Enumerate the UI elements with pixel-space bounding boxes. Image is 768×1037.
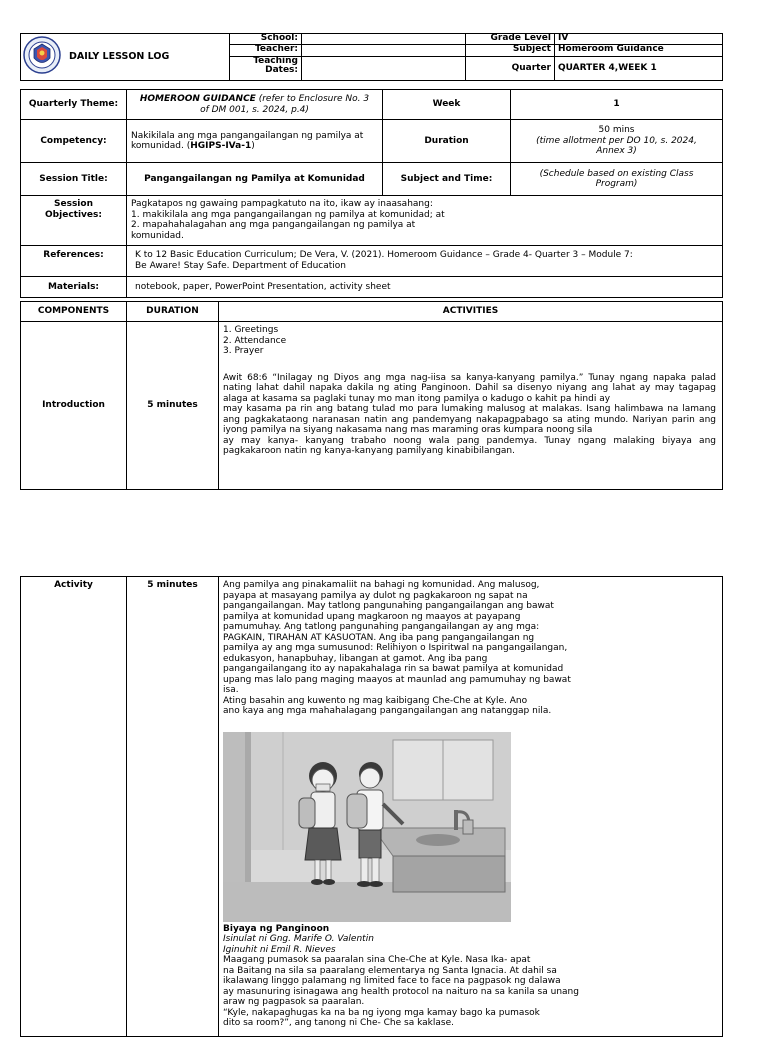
theme-value [127,90,383,120]
quarter-label: Quarter [466,56,555,80]
objectives-label-2: Objectives: [45,209,102,220]
story-line: araw ng pagpasok sa paaralan. [223,997,365,1007]
intro-duration: 5 minutes [127,322,219,490]
objective-line: Pagkatapos ng gawaing pampagkatuto na ito, ikaw ay inaasahang: [131,199,433,209]
school-label: School: [230,34,302,45]
references-label: References: [21,246,127,277]
activity-line: ano kaya ang mga mahahalagang pangangailangan ang natanggap nila. [223,706,552,716]
activity-line: pangangailangang ito ay napakahalaga rin sa bawat pamilya at komunidad [223,664,564,674]
intro-line: alaga at kasama sa paglaki tunay mo man itong pamilya o kadugo o kahit pa hindi ay [223,393,611,404]
competency-label: Competency: [21,120,127,163]
intro-line: nating lahat dahil napaka dakila ng ating Panginoon. Dahil sa disenyo niyang ang lahat ay may tagapag [223,383,716,393]
activity-line: pamumuhay. Ang tatlong pangunahing pangangailangan ay ang mga: [223,622,540,632]
references-value [127,246,723,277]
activity-line: isa. [223,685,239,695]
col-components: COMPONENTS [21,302,127,322]
subject-label: Subject [466,45,555,56]
activity-label: Activity [21,577,127,1037]
intro-line: pagkakaroon natin ng kanya-kanyang pamilyang kinabibilangan. [223,446,515,456]
session-value: Pangangailangan ng Pamilya at Komunidad [127,163,383,196]
dates-value [302,56,466,80]
competency-text: Nakikilala ang mga pangangailangan ng pamilya at komunidad. ( [131,130,364,151]
activity-content [219,577,723,1037]
quarter-value: QUARTER 4,WEEK 1 [555,56,723,80]
subject-time-value [511,163,723,196]
deped-seal-icon [23,36,61,74]
col-duration: DURATION [127,302,219,322]
competency-value [127,120,383,163]
intro-line: may kasama pa rin ang batang tulad mo para lumaking malusog at malakas. Isang halimbawa na lamang [223,404,716,414]
activity-paragraph [223,580,718,717]
activity-line: pamilya at komunidad upang magkaroon ng maayos at payapang [223,611,521,622]
intro-activities [219,322,723,490]
activity-duration: 5 minutes [127,577,219,1037]
activity-line: Ating basahin ang kuwento ng mag kaibigang Che-Che at Kyle. Ano [223,695,528,706]
intro-line: Awit 68:6 “Inilagay ng Diyos ang mga nag-iisa sa kanya-kanyang pamilya.” Tunay ngang napaka palad [223,372,716,383]
objective-line: 2. mapahahalagahan ang mga pangangailangan ng pamilya at [131,220,416,230]
theme-ref-1: (refer to Enclosure No. 3 [255,94,370,104]
story-line: dito sa room?”, ang tanong ni Che- Che sa kaklase. [223,1018,454,1028]
story-line: ikalawang linggo palamang ng limited face to face na pagpasok ng dalawa [223,976,561,986]
duration-note-2: Annex 3) [596,146,637,157]
story-line: Maagang pumasok sa paaralan sina Che-Che at Kyle. Nasa Ika- apat [223,955,531,965]
objective-line: 1. makikilala ang mga pangangailangan ng pamilya at komunidad; at [131,209,445,220]
week-label: Week [383,90,511,120]
intro-line: iyong pamilya na siyang nakasama nang mas maraming oras kumpara noong sila [223,425,593,435]
teacher-value [302,45,466,56]
grade-label: Grade Level [466,34,555,45]
header-table [20,33,723,81]
subject-value: Homeroom Guidance [555,45,723,56]
theme-bold: HOMEROON GUIDANCE [139,94,256,104]
intro-list-item: 3. Prayer [223,346,264,356]
materials-value: notebook, paper, PowerPoint Presentation, activity sheet [127,277,723,298]
intro-line: ay may kanya- kanyang trabaho noong wala pang pandemya. Tunay ngang malaking biyaya ang [223,435,716,446]
deped-seal-cell [21,34,66,81]
duration-mins: 50 mins [598,125,635,136]
dates-label-line-1: Teaching [253,55,298,66]
story-author: Isinulat ni Gng. Marife O. Valentin [223,934,374,944]
duration-note-1: (time allotment per DO 10, s. 2024, [536,135,697,146]
materials-label: Materials: [21,277,127,298]
theme-label: Quarterly Theme: [21,90,127,120]
story-illustration [223,732,511,922]
story-line: “Kyle, nakapaghugas ka na ba ng iyong mga kamay bago ka pumasok [223,1007,540,1018]
duration-label: Duration [383,120,511,163]
story-line: na Baitang na sila sa paaralang elementarya ng Santa Ignacia. At dahil sa [223,965,557,976]
story-illustrator: Iginuhit ni Emil R. Nieves [223,944,336,955]
activity-table [20,576,723,1037]
school-value [302,34,466,45]
story-line: ay masunuring isinagawa ang health protocol na naituro na sa kanila sa unang [223,986,579,997]
activity-line: upang mas lalo pang maging maayos at maunlad ang pamumuhay ng bawat [223,674,571,685]
intro-list-item: 1. Greetings [223,325,279,335]
competency-code: HGIPS-IVa-1 [190,141,252,151]
theme-ref-2: of DM 001, s. 2024, p.4) [200,104,309,115]
activity-line: PAGKAIN, TIRAHAN AT KASUOTAN. Ang iba pang pangangailangan ng [223,632,535,643]
subject-time-value-2: Program) [595,179,638,189]
objective-line: komunidad. [131,230,184,241]
activity-line: pangangailangan. May tatlong pangunahing pangangailangan ang bawat [223,601,554,611]
intro-list-item: 2. Attendance [223,335,287,346]
subject-time-value-1: (Schedule based on existing Class [539,168,694,179]
lesson-info-table [20,89,723,298]
components-table [20,301,723,490]
col-activities: ACTIVITIES [219,302,723,322]
competency-close: ) [251,141,255,151]
grade-value: IV [555,34,723,45]
activity-line: Ang pamilya ang pinakamaliit na bahagi ng komunidad. Ang malusog, [223,580,540,590]
activity-line: edukasyon, hanapbuhay, libangan at gamot. Ang iba pang [223,653,488,664]
activity-line: pamilya ay ang mga sumusunod: Relihiyon o Ispiritwal na pangangailangan, [223,643,568,653]
story-title: Biyaya ng Panginoon [223,923,330,934]
objectives-label-1: Session [54,199,93,209]
reference-line: Be Aware! Stay Safe. Department of Education [135,260,347,271]
objectives-value [127,196,723,246]
log-title: DAILY LESSON LOG [65,34,230,81]
duration-value [511,120,723,163]
subject-time-label: Subject and Time: [383,163,511,196]
teacher-label: Teacher: [230,45,302,56]
intro-paragraph [223,373,716,457]
intro-line: ang pagkakataong naranasan natin ang pandemyang nakapagpabago sa ating mundo. Nariyan parin ang [223,414,716,425]
activity-line: payapa at masayang pamilya ay dulot ng pagkakaroon ng sapat na [223,590,528,601]
objectives-label [21,196,127,246]
reference-line: K to 12 Basic Education Curriculum; De Vera, V. (2021). Homeroom Guidance – Grade 4- Quarter 3 – Module 7: [135,250,633,260]
dates-label-line-2: Dates: [265,65,298,76]
week-value: 1 [511,90,723,120]
dates-label [230,56,302,80]
intro-label: Introduction [21,322,127,490]
session-label: Session Title: [21,163,127,196]
